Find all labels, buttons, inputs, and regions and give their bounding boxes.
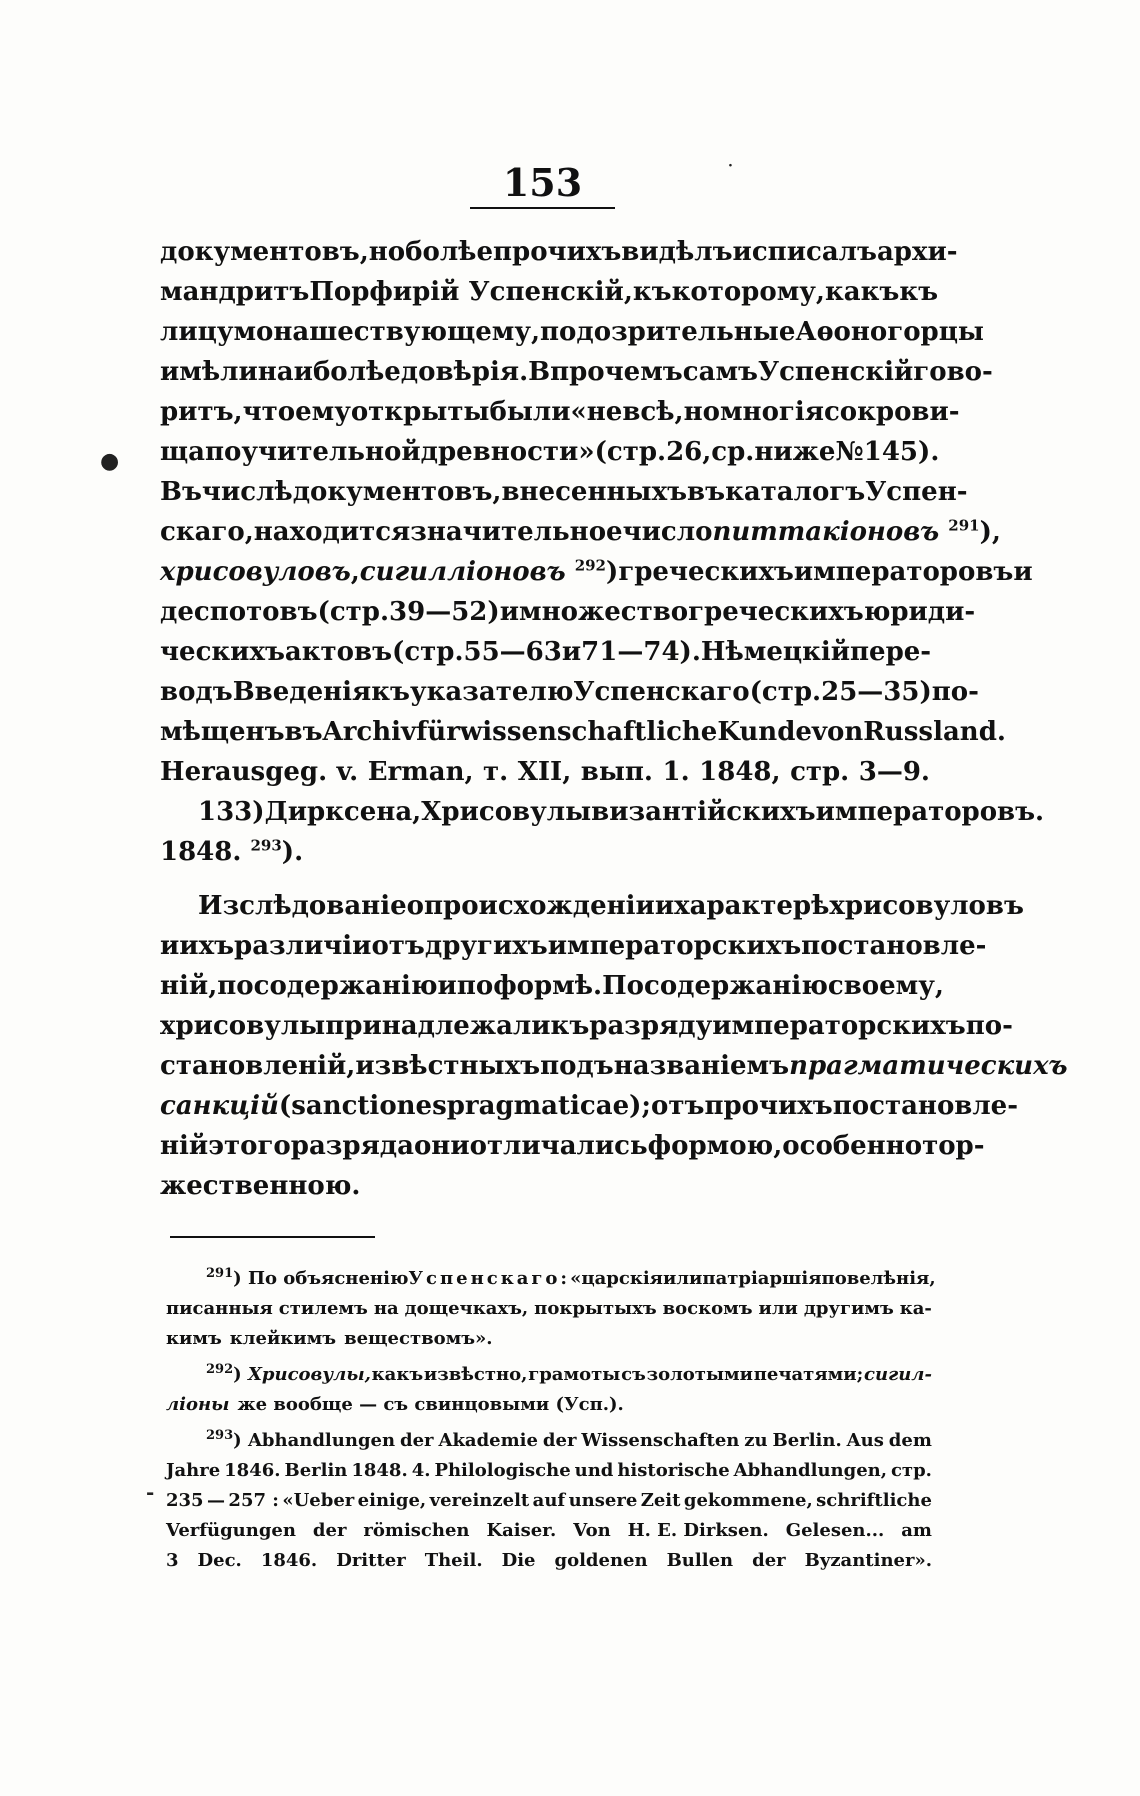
word: разряда	[290, 1131, 414, 1161]
word: ихъ	[179, 931, 235, 961]
word: извѣстно,	[423, 1364, 528, 1385]
word: отъ	[651, 1091, 705, 1121]
word: «Ueber	[282, 1490, 355, 1511]
word: Dec.	[197, 1550, 242, 1571]
word: число	[622, 517, 713, 547]
word: названіемъ	[613, 1051, 790, 1081]
word: въ	[284, 717, 323, 747]
word: v.	[336, 757, 359, 787]
entry-heading-line	[160, 832, 930, 872]
word-group	[160, 832, 303, 872]
main-text	[160, 232, 1068, 1206]
text-line	[160, 352, 993, 392]
word: особенно	[782, 1131, 923, 1161]
word: на	[373, 1298, 399, 1319]
word: ка-	[899, 1298, 932, 1319]
word: актовъ	[284, 637, 393, 667]
italic-term: хрисовуловъ	[160, 557, 351, 587]
word: auf	[532, 1490, 566, 1511]
word: и	[1013, 557, 1033, 587]
footnote-ref: 292	[574, 556, 606, 575]
italic-term: прагматическихъ	[789, 1051, 1068, 1081]
word: 25—35)	[821, 677, 932, 707]
word: происхожденіи	[423, 891, 655, 921]
word: но	[368, 237, 406, 267]
italic-term: питтакіоновъ	[712, 517, 940, 547]
word: греческихъ	[618, 557, 794, 587]
word: документовъ,	[292, 477, 502, 507]
word-group	[206, 1426, 395, 1456]
word: поучительной	[204, 437, 421, 467]
word: vereinzelt	[429, 1490, 530, 1511]
word: наиболѣе	[257, 357, 401, 387]
word: и	[437, 971, 457, 1001]
word: 1846.	[260, 1550, 318, 1571]
word: документовъ,	[160, 237, 369, 267]
text-line	[160, 432, 940, 472]
text-line	[160, 1126, 985, 1166]
word: пере-	[850, 637, 932, 667]
word: печатями;	[753, 1364, 864, 1385]
word: H. E. Dirksen.	[627, 1520, 769, 1541]
word: 235	[166, 1490, 204, 1511]
word-group	[206, 1264, 408, 1294]
word: значительное	[410, 517, 623, 547]
word: 4.	[411, 1460, 431, 1481]
text-line	[160, 752, 930, 792]
word: Bullen	[666, 1550, 734, 1571]
italic-term: санкцій	[160, 1091, 279, 1121]
word: Byzantiner».	[804, 1550, 932, 1571]
word: юриди-	[863, 597, 976, 627]
word: воскомъ	[662, 1298, 753, 1319]
text-line	[160, 512, 1001, 552]
footnote-line	[166, 1324, 932, 1354]
word: и	[160, 931, 180, 961]
word: что	[242, 397, 296, 427]
word: веществомъ».	[344, 1328, 493, 1349]
footnote-number: 292	[206, 1362, 234, 1377]
word: ему	[295, 397, 351, 427]
punct: )	[233, 1430, 242, 1451]
word: ній	[160, 1131, 209, 1161]
word: императоровъ.	[815, 797, 1045, 827]
word: Введенія	[232, 677, 372, 707]
word: византійскихъ	[591, 797, 816, 827]
word: болѣе	[405, 237, 493, 267]
word: были	[489, 397, 571, 427]
word: къ	[899, 277, 939, 307]
word: довѣрія.	[400, 357, 529, 387]
word: стр.	[890, 1460, 932, 1481]
word: 55—63	[463, 637, 562, 667]
word: Gelesen...	[785, 1520, 885, 1541]
word: 145).	[863, 437, 940, 467]
word: ср.	[711, 437, 755, 467]
word: находится	[253, 517, 411, 547]
word: но	[683, 397, 720, 427]
word: лицу	[160, 317, 234, 347]
word: Нѣмецкій	[700, 637, 851, 667]
word: Впрочемъ	[528, 357, 683, 387]
word: Abhandlungen	[247, 1430, 396, 1451]
text-line	[160, 472, 968, 512]
word: деспотовъ	[160, 597, 318, 627]
word: по-	[965, 1011, 1013, 1041]
word: der	[312, 1520, 347, 1541]
word: видѣлъ	[621, 237, 733, 267]
word: ща	[160, 437, 205, 467]
word: Kaiser.	[486, 1520, 557, 1541]
word: ниже	[754, 437, 836, 467]
word: Въ	[160, 477, 202, 507]
word: einige,	[357, 1490, 427, 1511]
word: покрытыхъ	[534, 1298, 657, 1319]
word: Russland.	[863, 717, 1006, 747]
word: императорскихъ	[712, 1011, 966, 1041]
word: они	[413, 1131, 470, 1161]
word: сокрови-	[823, 397, 960, 427]
footnote-line	[166, 1294, 932, 1324]
word: всѣ,	[622, 397, 684, 427]
word: греческихъ	[688, 597, 864, 627]
word: какъ	[824, 277, 900, 307]
word: самъ	[682, 357, 758, 387]
margin-dash-mark: -	[146, 1480, 155, 1504]
italic-term: ліоны	[166, 1394, 230, 1415]
word: этого	[208, 1131, 291, 1161]
word: по	[217, 971, 254, 1001]
word: 71—74).	[581, 637, 701, 667]
word: Berlin.	[772, 1430, 842, 1451]
word: Аѳоногорцы	[795, 317, 984, 347]
footnote-number: 291	[206, 1266, 234, 1281]
word: №	[835, 437, 864, 467]
word: становленій,	[160, 1051, 356, 1081]
word: Erman,	[367, 757, 474, 787]
word: формою,	[647, 1131, 783, 1161]
punct: )	[233, 1268, 242, 1289]
footnote-line	[166, 1264, 936, 1294]
word: ній,	[160, 971, 218, 1001]
word: императоровъ	[793, 557, 1014, 587]
word: —	[207, 1490, 225, 1511]
word: кимъ	[166, 1328, 222, 1349]
word: которому,	[671, 277, 825, 307]
footnote-ref: 291	[948, 516, 980, 535]
word: открыты	[350, 397, 490, 427]
word: (стр.	[594, 437, 667, 467]
footnote-line	[166, 1546, 932, 1576]
word: монашествующему,	[233, 317, 541, 347]
punct: ),	[979, 517, 1001, 547]
word: Abhandlungen,	[733, 1460, 888, 1481]
word: принадлежали	[325, 1011, 551, 1041]
word: 1.	[662, 757, 690, 787]
text-line	[160, 886, 1024, 926]
word: многія	[719, 397, 824, 427]
word: писанныя	[166, 1298, 273, 1319]
word: постановле-	[832, 1091, 1019, 1121]
word: патріаршія	[702, 1268, 822, 1289]
word: скаго,	[160, 517, 254, 547]
word: стр.	[790, 757, 850, 787]
word: Изслѣдованіе	[198, 891, 407, 921]
footnote-line	[166, 1486, 932, 1516]
text-line	[160, 552, 1033, 592]
text-line	[160, 272, 939, 312]
word: am	[901, 1520, 932, 1541]
word: содержанію	[253, 971, 438, 1001]
word: множество	[519, 597, 689, 627]
word: мѣщенъ	[160, 717, 285, 747]
word: извѣстныхъ	[355, 1051, 541, 1081]
word: von	[811, 717, 864, 747]
punct: )	[606, 557, 619, 587]
word: гово-	[913, 357, 993, 387]
footnote-rule	[170, 1236, 375, 1238]
word: zu	[744, 1430, 768, 1451]
word: повелѣнія,	[821, 1268, 936, 1289]
word: отъ	[371, 931, 425, 961]
word: императорскихъ	[547, 931, 802, 961]
word: другимъ	[803, 1298, 894, 1319]
word: золотыми	[646, 1364, 753, 1385]
word: 1848.	[351, 1460, 408, 1481]
word: характерѣ	[674, 891, 830, 921]
word: 257 :	[228, 1490, 279, 1511]
word: «царскія	[570, 1268, 663, 1289]
word: и	[499, 597, 519, 627]
word: 3	[166, 1550, 179, 1571]
text-line	[160, 672, 979, 712]
word: древности»	[420, 437, 595, 467]
text-line	[160, 1086, 1019, 1126]
word: unsere	[568, 1490, 638, 1511]
word: стилемъ	[278, 1298, 368, 1319]
word: каталогъ	[725, 477, 866, 507]
word: (стр.	[317, 597, 390, 627]
word: Archiv	[322, 717, 417, 747]
word: или	[662, 1268, 703, 1289]
word: внесенныхъ	[501, 477, 688, 507]
word: и	[561, 637, 582, 667]
word: и	[654, 891, 675, 921]
punct: ,	[350, 557, 360, 587]
punct: ).	[281, 837, 304, 867]
word: 1848.	[160, 837, 242, 867]
word: schriftliche	[816, 1490, 932, 1511]
word: жественною.	[160, 1171, 361, 1201]
text-line	[160, 966, 944, 1006]
word: der	[400, 1430, 434, 1451]
word: «не	[570, 397, 623, 427]
word: Успенскаго:	[408, 1268, 571, 1289]
entry-heading-line	[160, 792, 1045, 832]
word: 1846.	[224, 1460, 281, 1481]
word: тор-	[922, 1131, 985, 1161]
word: 3—9.	[858, 757, 930, 787]
word: (стр.	[392, 637, 464, 667]
word: Wissenschaften	[581, 1430, 740, 1451]
word: Herausgeg.	[160, 757, 328, 787]
word: какъ	[371, 1364, 424, 1385]
word: къ	[632, 277, 672, 307]
word: имѣли	[160, 357, 258, 387]
word: Успенскій	[757, 357, 914, 387]
word: содержанію	[644, 971, 828, 1001]
text-line	[160, 312, 984, 352]
word: für	[416, 717, 460, 747]
word: und	[574, 1460, 614, 1481]
footnote-ref: 293	[250, 836, 282, 855]
page-number: 153	[502, 160, 583, 205]
word: клейкимъ	[229, 1328, 337, 1349]
word: wissenschaftliche	[459, 717, 718, 747]
word: (sanctiones	[278, 1091, 447, 1121]
word: подозрительные	[540, 317, 796, 347]
word: Дирксена,	[264, 797, 422, 827]
text-line	[160, 632, 930, 672]
word: по	[456, 971, 494, 1001]
word: указателю	[410, 677, 574, 707]
text-line	[160, 926, 987, 966]
word: Zeit	[640, 1490, 681, 1511]
word: водъ	[160, 677, 233, 707]
footnote-line	[166, 1390, 932, 1420]
word: разряду	[589, 1011, 713, 1041]
word: Успенскаго	[573, 677, 750, 707]
word: съ	[621, 1364, 646, 1385]
word: XII,	[517, 757, 572, 787]
word: römischen	[363, 1520, 470, 1541]
italic-term: сигил-	[864, 1364, 932, 1385]
word: формѣ.	[493, 971, 603, 1001]
text-line	[160, 392, 960, 432]
word: dem	[888, 1430, 932, 1451]
word: и	[732, 237, 752, 267]
word: списалъ	[751, 237, 877, 267]
word: своему,	[827, 971, 944, 1001]
word: мандритъ	[160, 277, 310, 307]
italic-term: Хрисовулы,	[247, 1364, 371, 1385]
word: подъ	[540, 1051, 614, 1081]
word-group	[206, 1360, 371, 1390]
word: der	[542, 1430, 577, 1451]
word: Хрисовулы	[421, 797, 592, 827]
word: Kunde	[717, 717, 812, 747]
word: въ	[687, 477, 726, 507]
word: goldenen	[554, 1550, 648, 1571]
word: Dritter	[336, 1550, 406, 1571]
word: 133)	[198, 797, 265, 827]
word: Die	[501, 1550, 536, 1571]
word: по-	[931, 677, 979, 707]
word-group	[360, 552, 619, 592]
word: historische	[617, 1460, 730, 1481]
word: или	[758, 1298, 798, 1319]
word: Von	[573, 1520, 611, 1541]
stray-dot-mark: ·	[728, 158, 733, 174]
word: pragmaticae);	[446, 1091, 652, 1121]
word: къ	[550, 1011, 590, 1041]
word: Theil.	[424, 1550, 483, 1571]
header-rule	[470, 207, 615, 209]
word: gekommene,	[683, 1490, 813, 1511]
footnote-line	[166, 1516, 932, 1546]
text-line	[160, 712, 1006, 752]
margin-bullet-mark: ●	[100, 448, 120, 474]
word: числѣ	[201, 477, 293, 507]
word: отличались	[469, 1131, 648, 1161]
word: (стр.	[749, 677, 822, 707]
word: грамоты	[528, 1364, 621, 1385]
word: Aus	[846, 1430, 884, 1451]
word: постановле-	[801, 931, 987, 961]
word: къ	[371, 677, 410, 707]
word: прочихъ	[492, 237, 622, 267]
text-line	[160, 232, 958, 272]
word: Jahre	[166, 1460, 221, 1481]
word: Akademie	[438, 1430, 538, 1451]
word: же вообще — съ свинцовыми (Усп.).	[237, 1394, 624, 1415]
footnote-number: 293	[206, 1428, 234, 1443]
word: По объясненію	[247, 1268, 409, 1289]
word-group	[160, 552, 360, 592]
footnotes	[166, 1264, 936, 1576]
word: хрисовулы	[160, 1011, 326, 1041]
word: Philologische	[434, 1460, 571, 1481]
footnote-line	[166, 1426, 932, 1456]
word: Berlin	[284, 1460, 348, 1481]
italic-term: сигилліоновъ	[359, 557, 566, 587]
word: другихъ	[424, 931, 548, 961]
word: вып.	[580, 757, 653, 787]
text-line	[160, 592, 976, 632]
text-line	[160, 1006, 1013, 1046]
word: 1848,	[699, 757, 781, 787]
text-line	[160, 1166, 930, 1206]
word: т.	[483, 757, 509, 787]
text-line	[160, 1046, 1068, 1086]
word: ческихъ	[160, 637, 285, 667]
word: der	[752, 1550, 786, 1571]
footnote-line	[166, 1456, 932, 1486]
word: прочихъ	[704, 1091, 833, 1121]
word: По	[602, 971, 644, 1001]
word: о	[406, 891, 424, 921]
word: хрисовуловъ	[829, 891, 1024, 921]
word-group	[712, 512, 1001, 552]
word: Успен-	[865, 477, 968, 507]
punct: )	[233, 1364, 242, 1385]
word: различіи	[234, 931, 372, 961]
word: Порфирій Успенскій,	[309, 277, 633, 307]
word: архи-	[876, 237, 958, 267]
word: 39—52)	[389, 597, 500, 627]
word: ритъ,	[160, 397, 243, 427]
word: Verfügungen	[166, 1520, 296, 1541]
footnote-line	[166, 1360, 932, 1390]
word: 26,	[666, 437, 712, 467]
word: дощечкахъ,	[404, 1298, 529, 1319]
